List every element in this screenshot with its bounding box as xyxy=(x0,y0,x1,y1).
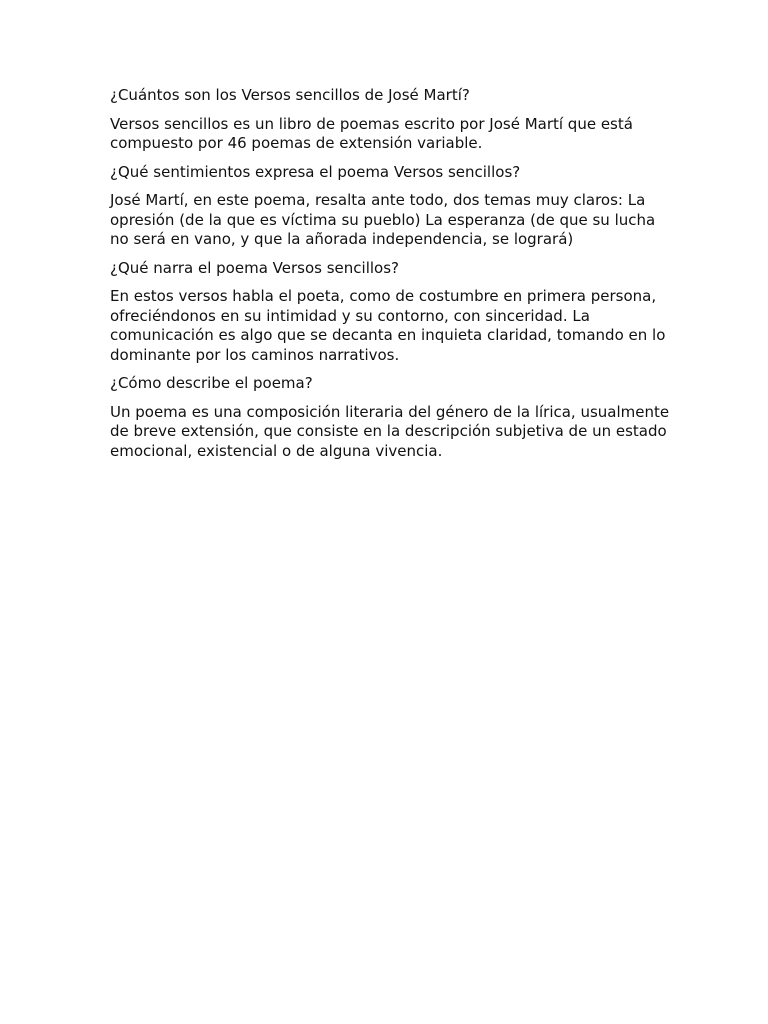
answer-2: José Martí, en este poema, resalta ante todo, dos temas muy claros: La opresión (de la que es víctima su pueblo) La esperanza (de que su lucha no será en vano, y que la añorada independencia, se logrará) xyxy=(110,191,656,248)
question-4: ¿Cómo describe el poema? xyxy=(110,374,313,392)
answer-3: En estos versos habla el poeta, como de costumbre en primera persona, ofreciéndonos en su intimidad y su contorno, con sinceridad. La comunicación es algo que se decanta en inquieta claridad, tomando en lo dominante por los caminos narrativos. xyxy=(110,287,666,364)
answer-1: Versos sencillos es un libro de poemas escrito por José Martí que está compuesto por 46 poemas de extensión variable. xyxy=(110,114,633,152)
answer-4: Un poema es una composición literaria del género de la lírica, usualmente de breve extensión, que consiste en la descripción subjetiva de un estado emocional, existencial o de alguna vivencia. xyxy=(110,402,670,460)
document-page xyxy=(110,86,670,470)
question-1: ¿Cuántos son los Versos sencillos de José Martí? xyxy=(110,86,470,104)
question-2: ¿Qué sentimientos expresa el poema Versos sencillos? xyxy=(110,162,521,181)
question-3: ¿Qué narra el poema Versos sencillos? xyxy=(110,258,399,277)
